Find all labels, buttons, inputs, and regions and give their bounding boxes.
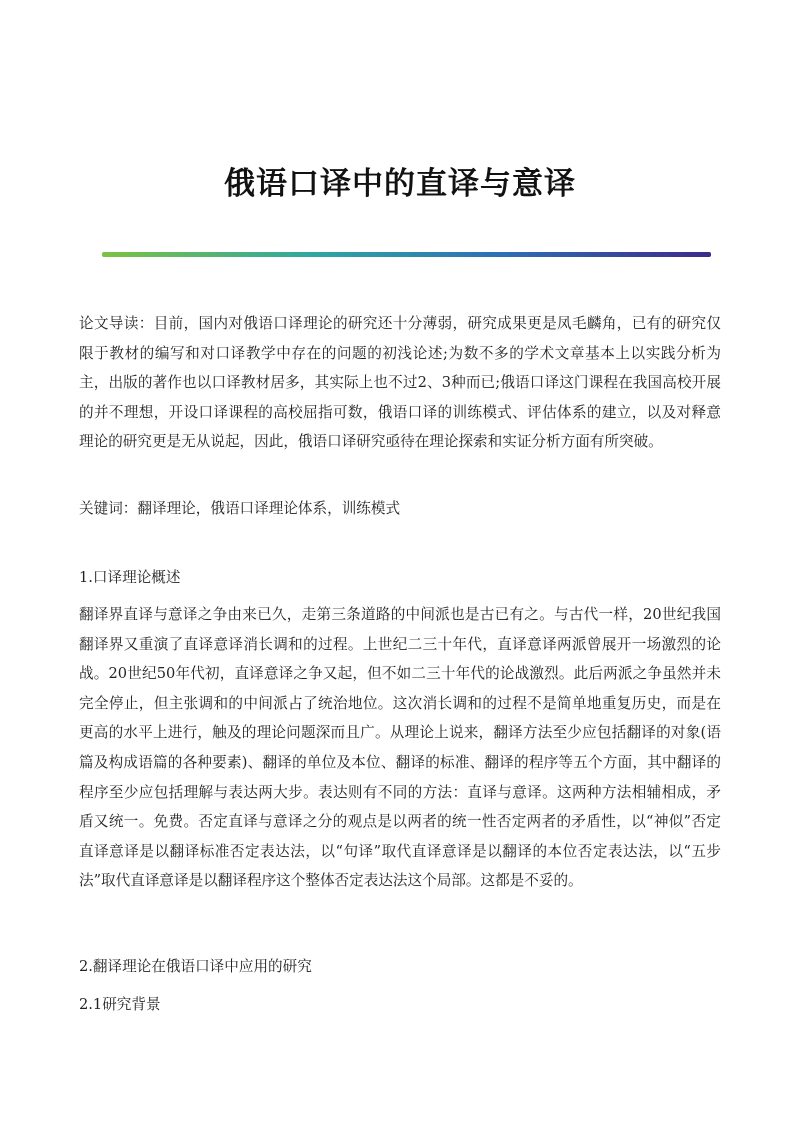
abstract-paragraph: 论文导读：目前，国内对俄语口译理论的研究还十分薄弱，研究成果更是凤毛麟角，已有的研究仅限于教材的编写和对口译教学中存在的问题的初浅论述;为数不多的学术文章基本上以实践分析为主，出版的著作也以口译教材居多，其实际上也不过2、3种而已;俄语口译这门课程在我国高校开展的并不理想，开设口译课程的高校屈指可数，俄语口译的训练模式、评估体系的建立，以及对释意理论的研究更是无从说起，因此，俄语口译研究亟待在理论探索和实证分析方面有所突破。 [79, 315, 721, 451]
section-1-paragraph: 翻译界直译与意译之争由来已久，走第三条道路的中间派也是古已有之。与古代一样，20世纪我国翻译界又重演了直译意译消长调和的过程。上世纪二三十年代，直译意译两派曾展开一场激烈的论战。20世纪50年代初，直译意译之争又起，但不如二三十年代的论战激烈。此后两派之争虽然并未完全停止，但主张调和的中间派占了统治地位。这次消长调和的过程不是简单地重复历史，而是在更高的水平上进行，触及的理论问题深而且广。从理论上说来，翻译方法至少应包括翻译的对象(语篇及构成语篇的各种要素)、翻译的单位及本位、翻译的标准、翻译的程序等五个方面，其中翻译的程序至少应包括理解与表达两大步。表达则有不同的方法：直译与意译。这两种方法相辅相成，矛盾又统一。免费。否定直译与意译之分的观点是以两者的统一性否定两者的矛盾性，以“神似”否定直译意译是以翻译标准否定表达法，以“句译”取代直译意译是以翻译的本位否定表达法，以“五步法”取代直译意译是以翻译程序这个整体否定表达法这个局部。这都是不妥的。 [79, 606, 721, 890]
section-2-1-heading: 2.1研究背景 [79, 996, 161, 1013]
section-1-heading: 1.口译理论概述 [79, 569, 181, 586]
title-divider [102, 252, 711, 257]
keywords-line: 关键词：翻译理论，俄语口译理论体系，训练模式 [79, 500, 401, 517]
section-2-heading: 2.翻译理论在俄语口译中应用的研究 [79, 958, 312, 975]
page-title: 俄语口译中的直译与意译 [224, 166, 576, 202]
